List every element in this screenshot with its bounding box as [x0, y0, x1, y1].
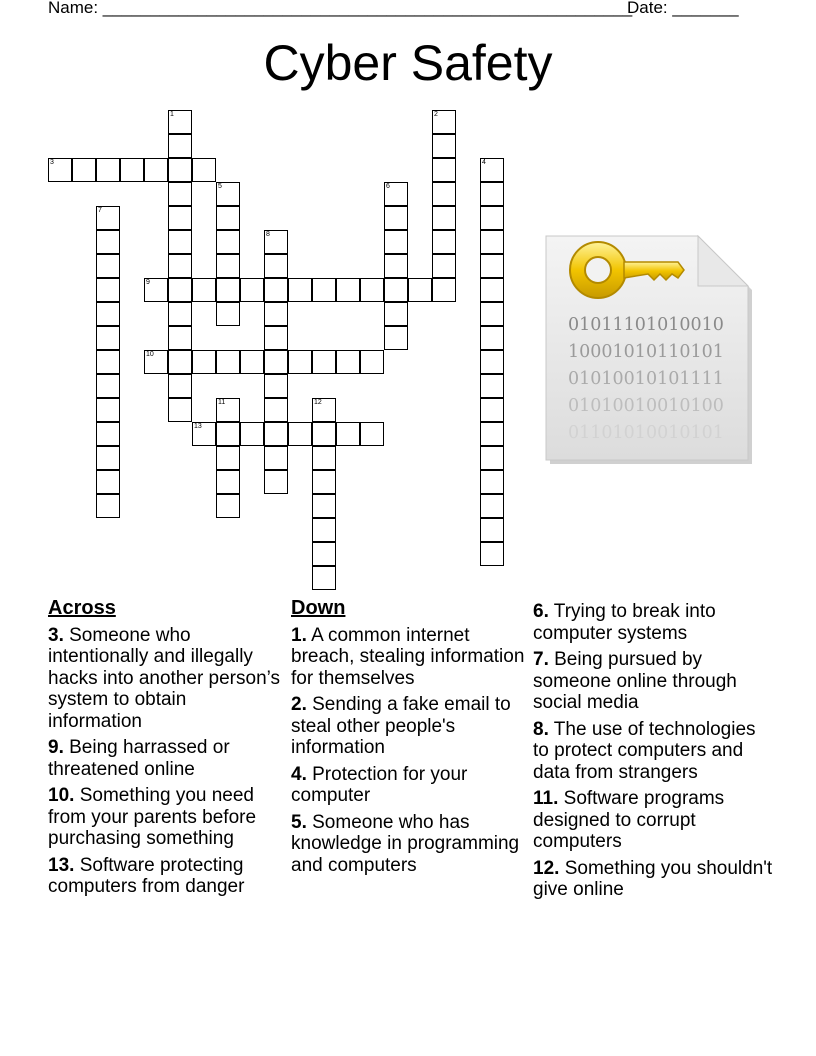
crossword-cell[interactable] [480, 182, 504, 206]
clue-num: 12. [533, 857, 560, 879]
clue-num: 4. [291, 763, 307, 785]
clue-text: Protection for your computer [291, 763, 468, 806]
clue-number: 9 [146, 279, 150, 286]
crossword-cell[interactable] [432, 182, 456, 206]
clue-text: Someone who has knowledge in programming and computers [291, 811, 520, 876]
crossword-cell[interactable] [96, 302, 120, 326]
crossword-cell[interactable] [96, 446, 120, 470]
crossword-cell[interactable] [48, 158, 72, 182]
clue-item [291, 812, 527, 877]
clue-num: 6. [533, 601, 549, 622]
crossword-cell[interactable] [96, 470, 120, 494]
clue-item [533, 601, 773, 644]
crossword-cell[interactable] [168, 110, 192, 134]
clue-number: 1 [170, 111, 174, 118]
name-line[interactable]: ________________________________________________________ [102, 0, 633, 17]
crossword-cell[interactable] [312, 494, 336, 518]
crossword-cell[interactable] [360, 422, 384, 446]
crossword-cell[interactable] [120, 158, 144, 182]
date-label: Date: [627, 0, 673, 17]
crossword-cell[interactable] [240, 422, 264, 446]
crossword-cell[interactable] [432, 158, 456, 182]
clue-text: Software programs designed to corrupt computers [533, 788, 725, 852]
crossword-cell[interactable] [168, 278, 192, 302]
crossword-cell[interactable] [264, 278, 288, 302]
crossword-cell[interactable] [312, 542, 336, 566]
crossword-cell[interactable] [312, 470, 336, 494]
crossword-cell[interactable] [216, 470, 240, 494]
crossword-cell[interactable] [216, 206, 240, 230]
crossword-cell[interactable] [336, 350, 360, 374]
clue-number: 11 [218, 399, 226, 406]
crossword-cell[interactable] [264, 254, 288, 278]
clue-text: Something you shouldn't give online [533, 857, 773, 900]
crossword-cell[interactable] [480, 230, 504, 254]
crossword-cell[interactable] [288, 350, 312, 374]
binary-line: 01010010010100 [568, 396, 724, 416]
clue-item [533, 788, 773, 853]
clue-item [48, 785, 284, 850]
page-title: Cyber Safety [263, 35, 553, 91]
clue-item [48, 737, 284, 780]
crossword-cell[interactable] [216, 398, 240, 422]
clue-item [533, 858, 773, 901]
clue-number: 12 [314, 399, 322, 406]
crossword-cell[interactable] [480, 542, 504, 566]
crossword-cell[interactable] [96, 158, 120, 182]
crossword-cell[interactable] [432, 254, 456, 278]
crossword-cell[interactable] [96, 230, 120, 254]
crossword-cell[interactable] [96, 254, 120, 278]
clue-num: 5. [291, 811, 307, 833]
down-clues [291, 598, 527, 881]
crossword-cell[interactable] [96, 494, 120, 518]
down-heading: Down [291, 597, 346, 619]
crossword-cell[interactable] [384, 182, 408, 206]
crossword-cell[interactable] [432, 134, 456, 158]
crossword-cell[interactable] [144, 350, 168, 374]
crossword-cell[interactable] [168, 302, 192, 326]
crossword-cell[interactable] [264, 302, 288, 326]
binary-line: 01010010101111 [568, 369, 724, 389]
crossword-cell[interactable] [312, 566, 336, 590]
clue-text: Sending a fake email to steal other people's information [291, 694, 511, 758]
crossword-cell[interactable] [480, 206, 504, 230]
clue-text: Trying to break into computer systems [533, 601, 716, 644]
crossword-cell[interactable] [384, 278, 408, 302]
crossword-cell[interactable] [192, 278, 216, 302]
clue-number: 4 [482, 159, 486, 166]
clue-item [291, 694, 527, 759]
binary-line: 01011101010010 [568, 315, 724, 335]
crossword-cell[interactable] [432, 230, 456, 254]
clue-number: 6 [386, 183, 390, 190]
crossword-cell[interactable] [480, 350, 504, 374]
crossword-cell[interactable] [360, 278, 384, 302]
crossword-cell[interactable] [264, 446, 288, 470]
clue-item [533, 719, 773, 784]
crossword-cell[interactable] [96, 326, 120, 350]
crossword-cell[interactable] [96, 350, 120, 374]
crossword-cell[interactable] [312, 278, 336, 302]
crossword-cell[interactable] [432, 110, 456, 134]
crossword-cell[interactable] [168, 158, 192, 182]
clue-num: 11. [533, 788, 559, 809]
crossword-cell[interactable] [312, 446, 336, 470]
clue-number: 7 [98, 207, 102, 214]
crossword-cell[interactable] [264, 350, 288, 374]
crossword-cell[interactable] [192, 158, 216, 182]
crossword-cell[interactable] [480, 278, 504, 302]
crossword-cell[interactable] [384, 302, 408, 326]
crossword-cell[interactable] [216, 278, 240, 302]
crossword-cell[interactable] [480, 326, 504, 350]
crossword-cell[interactable] [168, 398, 192, 422]
crossword-cell[interactable] [168, 254, 192, 278]
crossword-cell[interactable] [264, 230, 288, 254]
binary-line: 10001010110101 [568, 342, 724, 362]
crossword-cell[interactable] [408, 278, 432, 302]
crossword-cell[interactable] [216, 230, 240, 254]
clue-item [291, 625, 527, 690]
clue-number: 8 [266, 231, 270, 238]
down-clues-continued [533, 601, 773, 906]
crossword-cell[interactable] [96, 422, 120, 446]
clue-text: A common internet breach, stealing information for themselves [291, 624, 525, 689]
clue-text: Something you need from your parents before purchasing something [48, 785, 257, 849]
crossword-cell[interactable] [264, 470, 288, 494]
crossword-cell[interactable] [192, 422, 216, 446]
crossword-cell[interactable] [264, 326, 288, 350]
crossword-cell[interactable] [480, 398, 504, 422]
binary-line: 01101010010101 [568, 423, 724, 443]
clue-number: 3 [50, 159, 54, 166]
crossword-cell[interactable] [312, 422, 336, 446]
crossword-cell[interactable] [432, 278, 456, 302]
clue-item [533, 649, 773, 714]
crossword-cell[interactable] [384, 206, 408, 230]
crossword-cell[interactable] [72, 158, 96, 182]
crossword-cell[interactable] [216, 302, 240, 326]
crossword-cell[interactable] [480, 374, 504, 398]
across-heading: Across [48, 597, 116, 619]
crossword-cell[interactable] [336, 422, 360, 446]
crossword-cell[interactable] [264, 422, 288, 446]
crossword-cell[interactable] [216, 254, 240, 278]
crossword-cell[interactable] [480, 494, 504, 518]
crossword-cell[interactable] [168, 230, 192, 254]
clue-number: 10 [146, 351, 154, 358]
across-clues [48, 598, 284, 903]
crossword-cell[interactable] [168, 206, 192, 230]
crossword-cell[interactable] [480, 158, 504, 182]
crossword-cell[interactable] [288, 422, 312, 446]
key-document-icon [540, 232, 756, 468]
crossword-cell[interactable] [216, 350, 240, 374]
crossword-cell[interactable] [144, 158, 168, 182]
crossword-cell[interactable] [480, 254, 504, 278]
clue-text: Being harrassed or threatened online [48, 737, 230, 780]
clue-item [291, 764, 527, 807]
clue-item [48, 855, 284, 898]
crossword-cell[interactable] [432, 206, 456, 230]
crossword-cell[interactable] [168, 326, 192, 350]
crossword-cell[interactable] [168, 134, 192, 158]
clue-text: Software protecting computers from danger [48, 854, 245, 897]
crossword-cell[interactable] [480, 518, 504, 542]
clue-num: 3. [48, 624, 64, 646]
crossword-cell[interactable] [264, 398, 288, 422]
crossword-cell[interactable] [480, 446, 504, 470]
clue-number: 5 [218, 183, 222, 190]
crossword-cell[interactable] [216, 182, 240, 206]
crossword-cell[interactable] [384, 326, 408, 350]
clue-num: 8. [533, 718, 549, 740]
clue-num: 2. [291, 694, 307, 715]
name-label: Name: [48, 0, 103, 17]
crossword-cell[interactable] [96, 206, 120, 230]
date-line[interactable]: _______ [672, 0, 739, 17]
crossword-cell[interactable] [144, 278, 168, 302]
clue-num: 1. [291, 624, 307, 646]
crossword-cell[interactable] [216, 494, 240, 518]
crossword-cell[interactable] [240, 278, 264, 302]
crossword-cell[interactable] [96, 278, 120, 302]
crossword-cell[interactable] [312, 398, 336, 422]
crossword-cell[interactable] [480, 422, 504, 446]
crossword-cell[interactable] [168, 350, 192, 374]
crossword-cell[interactable] [480, 302, 504, 326]
crossword-cell[interactable] [216, 446, 240, 470]
crossword-cell[interactable] [168, 374, 192, 398]
crossword-cell[interactable] [360, 350, 384, 374]
crossword-cell[interactable] [216, 422, 240, 446]
clue-text: Being pursued by someone online through social media [533, 649, 737, 713]
crossword-cell[interactable] [312, 518, 336, 542]
crossword-cell[interactable] [336, 278, 360, 302]
clue-item [48, 625, 284, 733]
crossword-cell[interactable] [168, 182, 192, 206]
clue-number: 2 [434, 111, 438, 118]
crossword-cell[interactable] [192, 350, 216, 374]
crossword-cell[interactable] [96, 374, 120, 398]
clue-num: 9. [48, 737, 64, 758]
crossword-cell[interactable] [240, 350, 264, 374]
clue-number: 13 [194, 423, 202, 430]
clue-num: 13. [48, 854, 75, 876]
clue-text: Someone who intentionally and illegally hacks into another person’s system to obtain information [48, 624, 281, 732]
clue-num: 10. [48, 785, 75, 806]
clue-num: 7. [533, 649, 549, 670]
clue-text: The use of technologies to protect computers and data from strangers [533, 718, 756, 783]
crossword-cell[interactable] [288, 278, 312, 302]
crossword-cell[interactable] [480, 470, 504, 494]
crossword-cell[interactable] [384, 230, 408, 254]
crossword-cell[interactable] [312, 350, 336, 374]
crossword-cell[interactable] [264, 374, 288, 398]
crossword-cell[interactable] [384, 254, 408, 278]
crossword-cell[interactable] [96, 398, 120, 422]
